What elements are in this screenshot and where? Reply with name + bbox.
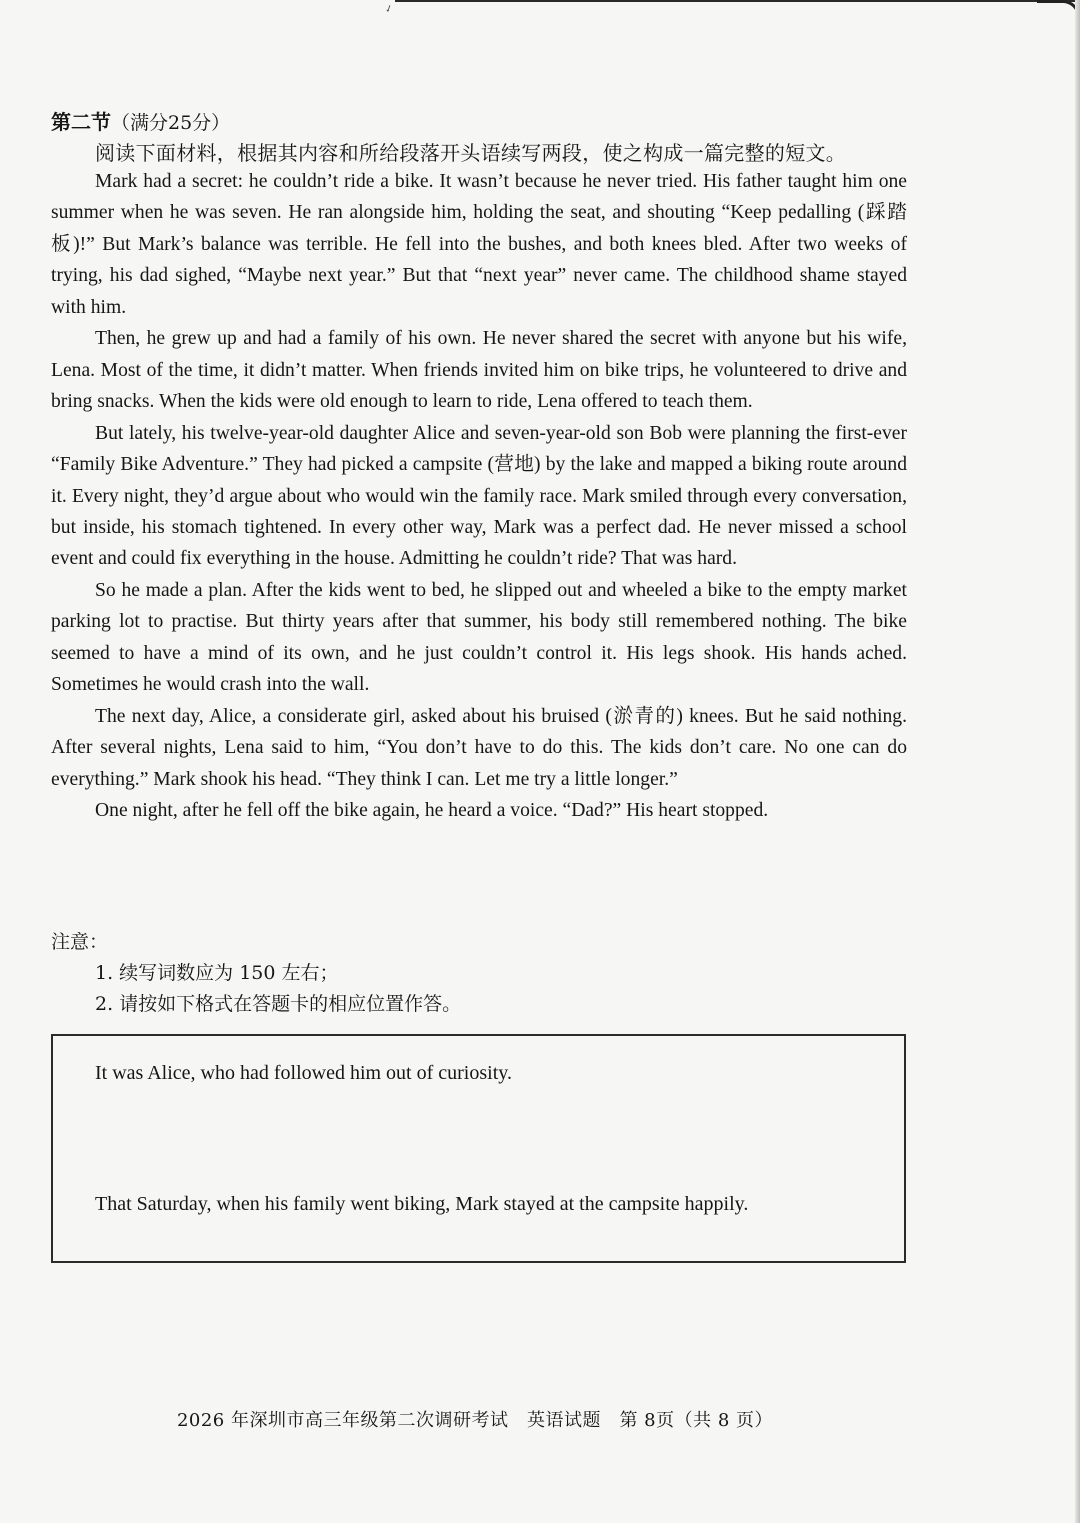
scan-ink-mark: ✓ xyxy=(383,2,396,17)
scan-corner-curl xyxy=(1037,0,1080,17)
paragraph-opening-1: It was Alice, who had followed him out of curiosity. xyxy=(95,1062,512,1084)
note-item-format: 2. 请按如下格式在答题卡的相应位置作答。 xyxy=(95,993,462,1015)
section-heading xyxy=(51,106,230,135)
section-title: 第二节 xyxy=(51,110,111,134)
note-item-word-count: 1. 续写词数应为 150 左右； xyxy=(95,962,339,984)
notes-label: 注意： xyxy=(51,931,109,953)
paragraph-opening-2: That Saturday, when his family went biking, Mark stayed at the campsite happily. xyxy=(95,1193,749,1215)
answer-format-box xyxy=(51,1034,906,1263)
task-instruction: 阅读下面材料，根据其内容和所给段落开头语续写两段，使之构成一篇完整的短文。 xyxy=(95,141,847,165)
passage-paragraph-2: Then, he grew up and had a family of his own. He never shared the secret with anyone but his wife, Lena. Most of the time, it didn’t matter. When friends invited him on bike trips, he volunteered to drive and bring snacks. When the kids were old enough to learn to ride, Lena offered to teach them. xyxy=(51,328,907,413)
scan-edge-line xyxy=(395,0,1080,2)
scan-right-edge xyxy=(1075,0,1080,1523)
passage-paragraph-5: The next day, Alice, a considerate girl, asked about his bruised (淤青的) knees. But he said nothing. After several nights, Lena said to him, “You don’t have to do this. The kids don’t care. No one can do everything.” Mark shook his head. “They think I can. Let me try a little longer.” xyxy=(51,705,907,790)
section-score: （满分25分） xyxy=(111,112,231,134)
passage-paragraph-4: So he made a plan. After the kids went to bed, he slipped out and wheeled a bike to the empty market parking lot to practise. But thirty years after that summer, his body still remembered nothing. The bike seemed to have a mind of its own, and he just couldn’t control it. His legs shook. His hands ached. Sometimes he would crash into the wall. xyxy=(51,579,907,696)
passage-paragraph-1: Mark had a secret: he couldn’t ride a bike. It wasn’t because he never tried. His father taught him one summer when he was seven. He ran alongside him, holding the seat, and shouting “Keep pedalling (踩踏板)!” But Mark’s balance was terrible. He fell into the bushes, and both knees bled. After two weeks of trying, his dad sighed, “Maybe next year.” But that “next year” never came. The childhood shame stayed with him. xyxy=(51,171,907,318)
passage-paragraph-6: One night, after he fell off the bike again, he heard a voice. “Dad?” His heart stopped. xyxy=(95,800,769,822)
page-footer: 2026 年深圳市高三年级第二次调研考试 英语试题 第 8页（共 8 页） xyxy=(176,1410,774,1431)
reading-passage xyxy=(51,166,907,827)
passage-paragraph-3: But lately, his twelve-year-old daughter Alice and seven-year-old son Bob were planning the first-ever “Family Bike Adventure.” They had picked a campsite (营地) by the lake and mapped a biking route around it. Every night, they’d argue about who would win the family race. Mark smiled through every conversation, but inside, his stomach tightened. In every other way, Mark was a perfect dad. He never missed a school event and could fix everything in the house. Admitting he couldn’t ride? That was hard. xyxy=(51,422,907,570)
